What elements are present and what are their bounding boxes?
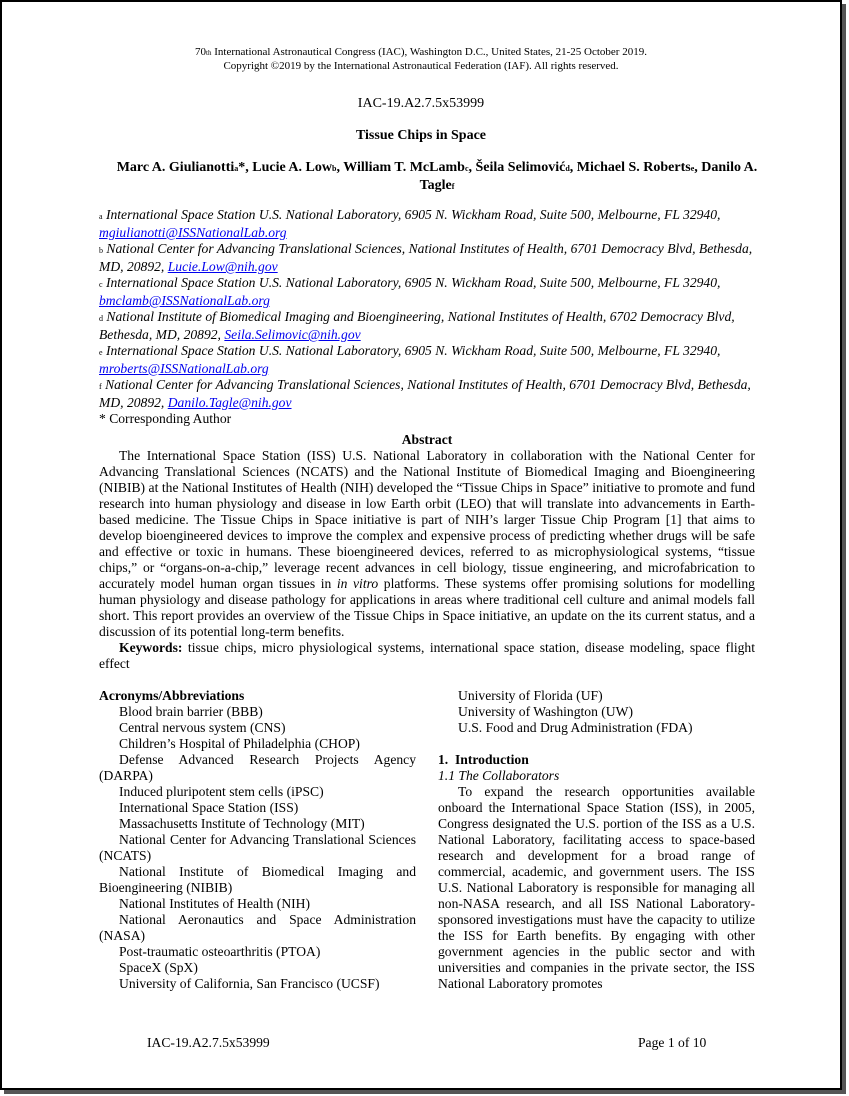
author bbox=[252, 160, 343, 175]
acronym-item: Blood brain barrier (BBB) bbox=[119, 704, 263, 719]
email-link[interactable]: bmclamb@ISSNationalLab.org bbox=[99, 293, 270, 308]
abstract-heading: Abstract bbox=[401, 432, 453, 447]
abstract-text: platforms. These systems offer promising solutions for modelling human physiology and disease pathology for applications in areas where traditional cell culture and animal models fall short. This report provides an overview of the Tissue Chips in Space initiative, an update on the its current status, and a discussion of its potential long-term benefits. bbox=[99, 576, 755, 639]
email-link[interactable]: mroberts@ISSNationalLab.org bbox=[99, 361, 269, 376]
affiliation-text: International Space Station U.S. National Laboratory, 6905 N. Wickham Road, Suite 500, Melbourne, FL 32940, bbox=[102, 343, 721, 358]
subsection-heading: 1.1 The Collaborators bbox=[438, 768, 560, 783]
acronym-item: University of Florida (UF) bbox=[458, 688, 603, 703]
acronym-item: SpaceX (SpX) bbox=[119, 960, 198, 975]
author-separator: , bbox=[569, 160, 577, 175]
paper-title: Tissue Chips in Space bbox=[355, 128, 487, 143]
affiliation-mark: e bbox=[99, 348, 103, 357]
acronym-item: Central nervous system (CNS) bbox=[119, 720, 286, 735]
email-link[interactable]: mgiulianotti@ISSNationalLab.org bbox=[99, 225, 287, 240]
affiliation-mark: b bbox=[332, 164, 337, 173]
author-separator: , bbox=[468, 160, 476, 175]
email-link[interactable]: Seila.Selimovic@nih.gov bbox=[224, 327, 361, 342]
conference-line bbox=[2, 46, 840, 60]
conference-header bbox=[2, 46, 840, 73]
author-name: Marc A. Giulianotti bbox=[116, 160, 235, 175]
email-link[interactable]: Lucie.Low@nih.gov bbox=[167, 259, 278, 274]
keywords bbox=[99, 640, 755, 672]
abstract-body bbox=[99, 448, 755, 640]
affiliation-mark: e bbox=[690, 164, 695, 173]
acronym-item: Defense Advanced Research Projects Agency (DARPA) bbox=[99, 752, 416, 783]
affiliation bbox=[99, 377, 759, 411]
acronym-item: Children’s Hospital of Philadelphia (CHOP) bbox=[119, 736, 360, 751]
footer-paper-id: IAC-19.A2.7.5x53999 bbox=[147, 1035, 270, 1050]
acronyms-heading: Acronyms/Abbreviations bbox=[99, 688, 245, 703]
page-number: Page 1 of 10 bbox=[638, 1035, 707, 1050]
acronym-item: National Aeronautics and Space Administration (NASA) bbox=[99, 912, 416, 943]
affiliation-mark: c bbox=[99, 280, 103, 289]
spacer bbox=[438, 736, 755, 752]
affiliation-text: International Space Station U.S. National Laboratory, 6905 N. Wickham Road, Suite 500, Melbourne, FL 32940, bbox=[102, 275, 721, 290]
ordinal-suffix: th bbox=[206, 49, 212, 57]
affiliation bbox=[99, 343, 759, 377]
author bbox=[343, 160, 475, 175]
affiliation-mark: d bbox=[99, 314, 103, 323]
affiliation-text: National Center for Advancing Translational Sciences, National Institutes of Health, 6701 Democracy Blvd, Bethesda, MD, 20892, bbox=[99, 241, 753, 274]
author bbox=[577, 160, 702, 175]
conference-text: International Astronautical Congress (IAC), Washington D.C., United States, 21-25 October 2019. bbox=[211, 46, 647, 58]
affiliation-mark: a bbox=[99, 212, 103, 221]
author bbox=[476, 160, 577, 175]
author-separator: , bbox=[336, 160, 344, 175]
author-separator: , bbox=[694, 160, 702, 175]
acronym-item: University of California, San Francisco (UCSF) bbox=[119, 976, 380, 991]
acronym-item: University of Washington (UW) bbox=[458, 704, 633, 719]
affiliation-mark: a bbox=[234, 164, 239, 173]
affiliation-mark: d bbox=[565, 164, 570, 173]
author-name: Lucie A. Low bbox=[252, 160, 332, 175]
conference-number: 70 bbox=[195, 46, 207, 58]
introduction-heading: 1. Introduction bbox=[438, 752, 529, 767]
acronym-item: Induced pluripotent stem cells (iPSC) bbox=[119, 784, 324, 799]
affiliation-text: National Institute of Biomedical Imaging and Bioengineering, National Institutes of Health, 6702 Democracy Blvd, Bethesda, MD, 20892, bbox=[99, 309, 735, 342]
acronym-item: U.S. Food and Drug Administration (FDA) bbox=[458, 720, 693, 735]
author-separator: *, bbox=[238, 160, 253, 175]
introduction-paragraph: To expand the research opportunities available onboard the International Space Station (ISS), in 2005, Congress designated the U.S. portion of the ISS as a U.S. National Laboratory, facilitating access to space-based research and development for a broad range of commercial, academic, and government users. The ISS U.S. National Laboratory is responsible for managing all non-NASA research, and all ISS National Laboratory-sponsored investigations must have the capacity to utilize the ISS for Earth benefits. By engaging with other government agencies in the public sector and with universities and companies in the private sector, the ISS National Laboratory promotes bbox=[438, 784, 755, 991]
abstract-italic-term: in vitro bbox=[336, 576, 379, 591]
author-name: Michael S. Roberts bbox=[576, 160, 691, 175]
affiliation-mark: f bbox=[99, 382, 102, 391]
acronym-item: Massachusetts Institute of Technology (MIT) bbox=[119, 816, 365, 831]
acronym-item: National Center for Advancing Translational Sciences (NCATS) bbox=[99, 832, 416, 863]
acronym-item: Post-traumatic osteoarthritis (PTOA) bbox=[119, 944, 321, 959]
keywords-label: Keywords: bbox=[119, 640, 183, 655]
corresponding-author-note: * Corresponding Author bbox=[99, 411, 232, 426]
affiliation bbox=[99, 309, 759, 343]
email-link[interactable]: Danilo.Tagle@nih.gov bbox=[167, 395, 292, 410]
affiliation-mark: c bbox=[464, 164, 469, 173]
right-column bbox=[438, 688, 755, 992]
copyright-line: Copyright ©2019 by the International Astronautical Federation (IAF). All rights reserved. bbox=[223, 60, 619, 72]
affiliation-text: International Space Station U.S. National Laboratory, 6905 N. Wickham Road, Suite 500, Melbourne, FL 32940, bbox=[102, 207, 721, 222]
author-name: William T. McLamb bbox=[343, 160, 465, 175]
author-list bbox=[112, 159, 762, 195]
affiliation-mark: f bbox=[451, 182, 455, 191]
acronym-item: National Institutes of Health (NIH) bbox=[119, 896, 311, 911]
abstract-section bbox=[99, 432, 755, 672]
affiliation-list bbox=[99, 207, 759, 427]
affiliation bbox=[99, 241, 759, 275]
left-column bbox=[99, 688, 416, 992]
author bbox=[117, 160, 253, 175]
affiliation-text: National Center for Advancing Translational Sciences, National Institutes of Health, 6701 Democracy Blvd, Bethesda, MD, 20892, bbox=[99, 377, 751, 410]
paper-id: IAC-19.A2.7.5x53999 bbox=[357, 96, 485, 111]
affiliation bbox=[99, 207, 759, 241]
author-name: Šeila Selimović bbox=[475, 160, 566, 175]
author-name: Danilo A. Tagle bbox=[419, 160, 758, 193]
acronym-item: National Institute of Biomedical Imaging and Bioengineering (NIBIB) bbox=[99, 864, 416, 895]
acronym-item: International Space Station (ISS) bbox=[119, 800, 299, 815]
affiliation-mark: b bbox=[99, 246, 103, 255]
keywords-text: tissue chips, micro physiological systems, international space station, disease modeling, space flight effect bbox=[99, 640, 755, 671]
abstract-text: The International Space Station (ISS) U.S. National Laboratory in collaboration with the National Center for Advancing Translational Sciences (NCATS) and the National Institute of Biomedical Imaging and Bioengineering (NIBIB) at the National Institutes of Health (NIH) developed the “Tissue Chips in Space” initiative to promote and fund research into human physiology and disease in low Earth orbit (LEO) that will translate into advancements in Earth-based medicine. The Tissue Chips in Space initiative is part of NIH’s larger Tissue Chip Program [1] that aims to develop bioengineered devices to improve the complex and expensive process of predicting whether drugs will be safe and effective or toxic in humans. These bioengineered devices, referred to as microphysiological systems, “tissue chips,” or “organs-on-a-chip,” leverage recent advances in cell biology, tissue engineering, and microfabrication to accurately model human organ tissues in bbox=[99, 448, 755, 591]
affiliation bbox=[99, 275, 759, 309]
